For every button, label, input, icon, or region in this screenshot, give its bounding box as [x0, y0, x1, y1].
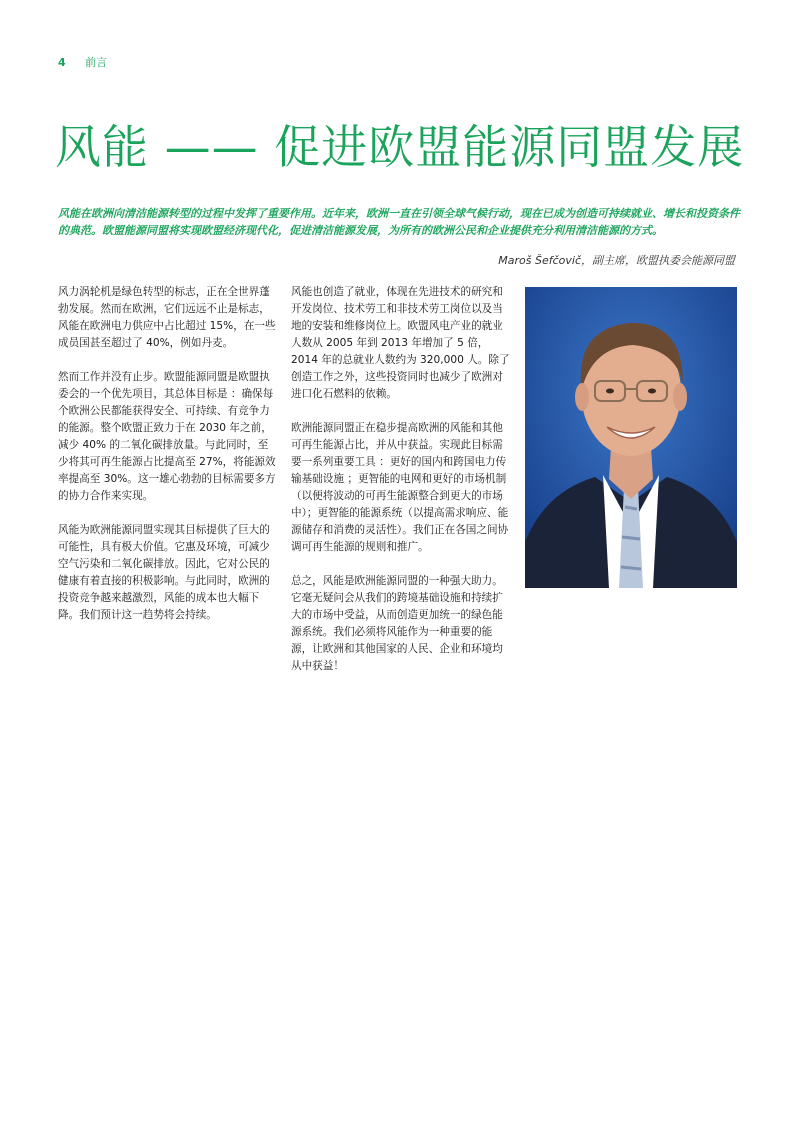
portrait-illustration: [525, 287, 737, 588]
body-paragraph: 然而工作并没有止步。欧盟能源同盟是欧盟执委会的一个优先项目，其总体目标是 ：确保每个欧洲公民都能获得安全、可持续、有竞争力的能源。整个欧盟正致力于在 2030 年之前，减少 40% 的二氧化碳排放量。与此同时，至少将其可再生能源占比提高至 27%，将能源效率提高至 30%。这一雄心勃勃的目标需要多方的协力合作来实现。: [58, 371, 276, 502]
body-paragraph: 欧洲能源同盟正在稳步提高欧洲的风能和其他可再生能源占比，并从中获益。实现此目标需要一系列重要工具 ：更好的国内和跨国电力传输基础设施 ；更智能的电网和更好的市场机制（以便将波动的可再生能源整合到更大的市场中）；更智能的能源系统（以提高需求响应、能源储存和消费的灵活性）。我们正在各国之间协调可再生能源的规则和推广。: [291, 422, 509, 553]
body-paragraph: 风力涡轮机是绿色转型的标志，正在全世界蓬勃发展。然而在欧洲，它们远远不止是标志，风能在欧洲电力供应中占比超过 15%，在一些成员国甚至超过了 40%，例如丹麦。: [58, 286, 276, 349]
lead-paragraph: 风能在欧洲向清洁能源转型的过程中发挥了重要作用。近年来，欧洲一直在引领全球气候行动，现在已成为创造可持续就业、增长和投资条件的典范。欧盟能源同盟将实现欧盟经济现代化，促进清洁能源发展，为所有的欧洲公民和企业提供充分利用清洁能源的方式。: [58, 207, 740, 237]
section-name: 前言: [85, 56, 108, 69]
body-paragraph: 总之，风能是欧洲能源同盟的一种强大助力。它毫无疑问会从我们的跨境基础设施和持续扩大的市场中受益，从而创造更加统一的绿色能源系统。我们必须将风能作为一种重要的能源，让欧洲和其他国家的人民、企业和环境均从中获益！: [291, 575, 503, 672]
text-column-middle: [291, 284, 513, 692]
running-header: [58, 54, 107, 70]
body-paragraph: 风能为欧洲能源同盟实现其目标提供了巨大的可能性，具有极大价值。它惠及环境，可减少空气污染和二氧化碳排放。因此，它对公民的健康有着直接的积极影响。与此同时，欧洲的投资竞争越来越激烈，风能的成本也大幅下降。我们预计这一趋势将会持续。: [58, 524, 270, 621]
page-title: 风能 —— 促进欧盟能源同盟发展: [55, 120, 745, 174]
attribution: Maroš Šefčovič，副主席，欧盟执委会能源同盟: [498, 254, 735, 267]
portrait-photo: [525, 287, 737, 588]
body-paragraph: 风能也创造了就业，体现在先进技术的研究和开发岗位、技术劳工和非技术劳工岗位以及当地的安装和维修岗位上。欧盟风电产业的就业人数从 2005 年到 2013 年增加了 5 倍，2014 年的总就业人数约为 320,000 人。除了创造工作之外，这些投资同时也减少了欧洲对进口化石燃料的依赖。: [291, 286, 510, 400]
text-column-left: [58, 284, 276, 641]
page-number: 4: [58, 56, 66, 69]
